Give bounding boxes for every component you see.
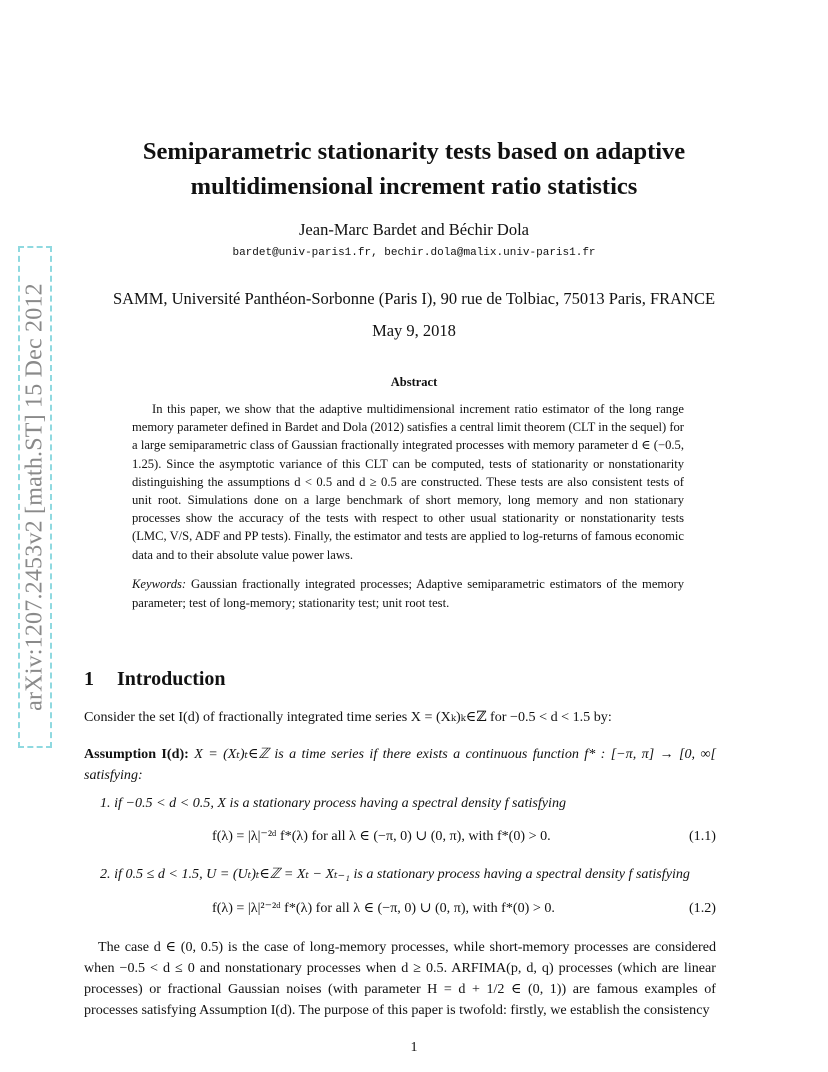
title-line-2: multidimensional increment ratio statistics xyxy=(190,173,638,200)
keywords-text: Gaussian fractionally integrated processes; Adaptive semiparametric estimators of the memory parameter; test of long-memory; stationarity test; unit root test. xyxy=(132,577,684,610)
section-title: Introduction xyxy=(117,668,226,690)
assumption-item-1: 1. if −0.5 < d < 0.5, X is a stationary process having a spectral density f satisfying xyxy=(100,795,567,811)
abstract-text: In this paper, we show that the adaptive multidimensional increment ratio estimator of the long range memory parameter defined in Bardet and Dola (2012) satisfies a central limit theorem (CLT in the sequel) for a large semiparametric class of Gaussian fractionally integrated processes with memory parameter d ∈ (−0.5, 1.25). Since the asymptotic variance of this CLT can be computed, tests of stationarity or nonstationarity distinguishing the assumptions d < 0.5 and d ≥ 0.5 are constructed. These tests are also consistent tests of unit root. Simulations done on a large benchmark of short memory, long memory and non stationary processes show the accuracy of the tests with respect to other usual stationarity or nonstationarity tests (LMC, V/S, ADF and PP tests). Finally, the estimator and tests are applied to log-returns of famous economic data and to their absolute value power laws. xyxy=(132,402,684,562)
intro-paragraph-1: Consider the set I(d) of fractionally integrated time series X = (Xₖ)ₖ∈ℤ for −0.5 < d < 1.5 by: xyxy=(84,709,612,725)
arxiv-identifier: arXiv:1207.2453v2 [math.ST] 15 Dec 2012 xyxy=(21,283,48,711)
authors: Jean-Marc Bardet and Béchir Dola xyxy=(299,220,529,239)
assumption-item-2: 2. if 0.5 ≤ d < 1.5, U = (Uₜ)ₜ∈ℤ = Xₜ − Xₜ₋₁ is a stationary process having a spectral density f satisfying xyxy=(100,866,690,882)
equation-1-1-label: (1.1) xyxy=(688,828,716,844)
title-line-1: Semiparametric stationarity tests based on adaptive xyxy=(142,138,686,165)
equation-1-2-label: (1.2) xyxy=(688,900,716,916)
keywords-label: Keywords: xyxy=(132,577,187,591)
assumption xyxy=(84,744,716,786)
equation-1-1-body: f(λ) = |λ|⁻²ᵈ f*(λ) for all λ ∈ (−π, 0) ∪ (0, π), with f*(0) > 0. xyxy=(212,828,551,844)
paper-title xyxy=(0,134,828,204)
keywords xyxy=(132,575,684,613)
abstract-heading: Abstract xyxy=(390,375,438,389)
section-heading xyxy=(84,668,226,691)
page-number: 1 xyxy=(410,1040,418,1055)
equation-1-2-body: f(λ) = |λ|²⁻²ᵈ f*(λ) for all λ ∈ (−π, 0) ∪ (0, π), with f*(0) > 0. xyxy=(212,900,555,916)
assumption-label: Assumption I(d): xyxy=(84,746,189,762)
author-emails: bardet@univ-paris1.fr, bechir.dola@malix.univ-paris1.fr xyxy=(232,247,596,259)
assumption-text: X = (Xₜ)ₜ∈ℤ is a time series if there exists a continuous function f* : [−π, π] → [0, ∞[ satisfying: xyxy=(84,746,716,783)
affiliation: SAMM, Université Panthéon-Sorbonne (Paris I), 90 rue de Tolbiac, 75013 Paris, FRANCE xyxy=(112,289,716,308)
section-number: 1 xyxy=(84,668,94,690)
date: May 9, 2018 xyxy=(372,321,456,340)
intro-paragraph-2: The case d ∈ (0, 0.5) is the case of long-memory processes, while short-memory processes are considered when −0.5 < d ≤ 0 and nonstationary processes when d ≥ 0.5. ARFIMA(p, d, q) processes (which are linear processes) or fractional Gaussian noises (with parameter H = d + 1/2 ∈ (0, 1)) are famous examples of processes satisfying Assumption I(d). The purpose of this paper is twofold: firstly, we establish the consistency xyxy=(84,939,716,1018)
